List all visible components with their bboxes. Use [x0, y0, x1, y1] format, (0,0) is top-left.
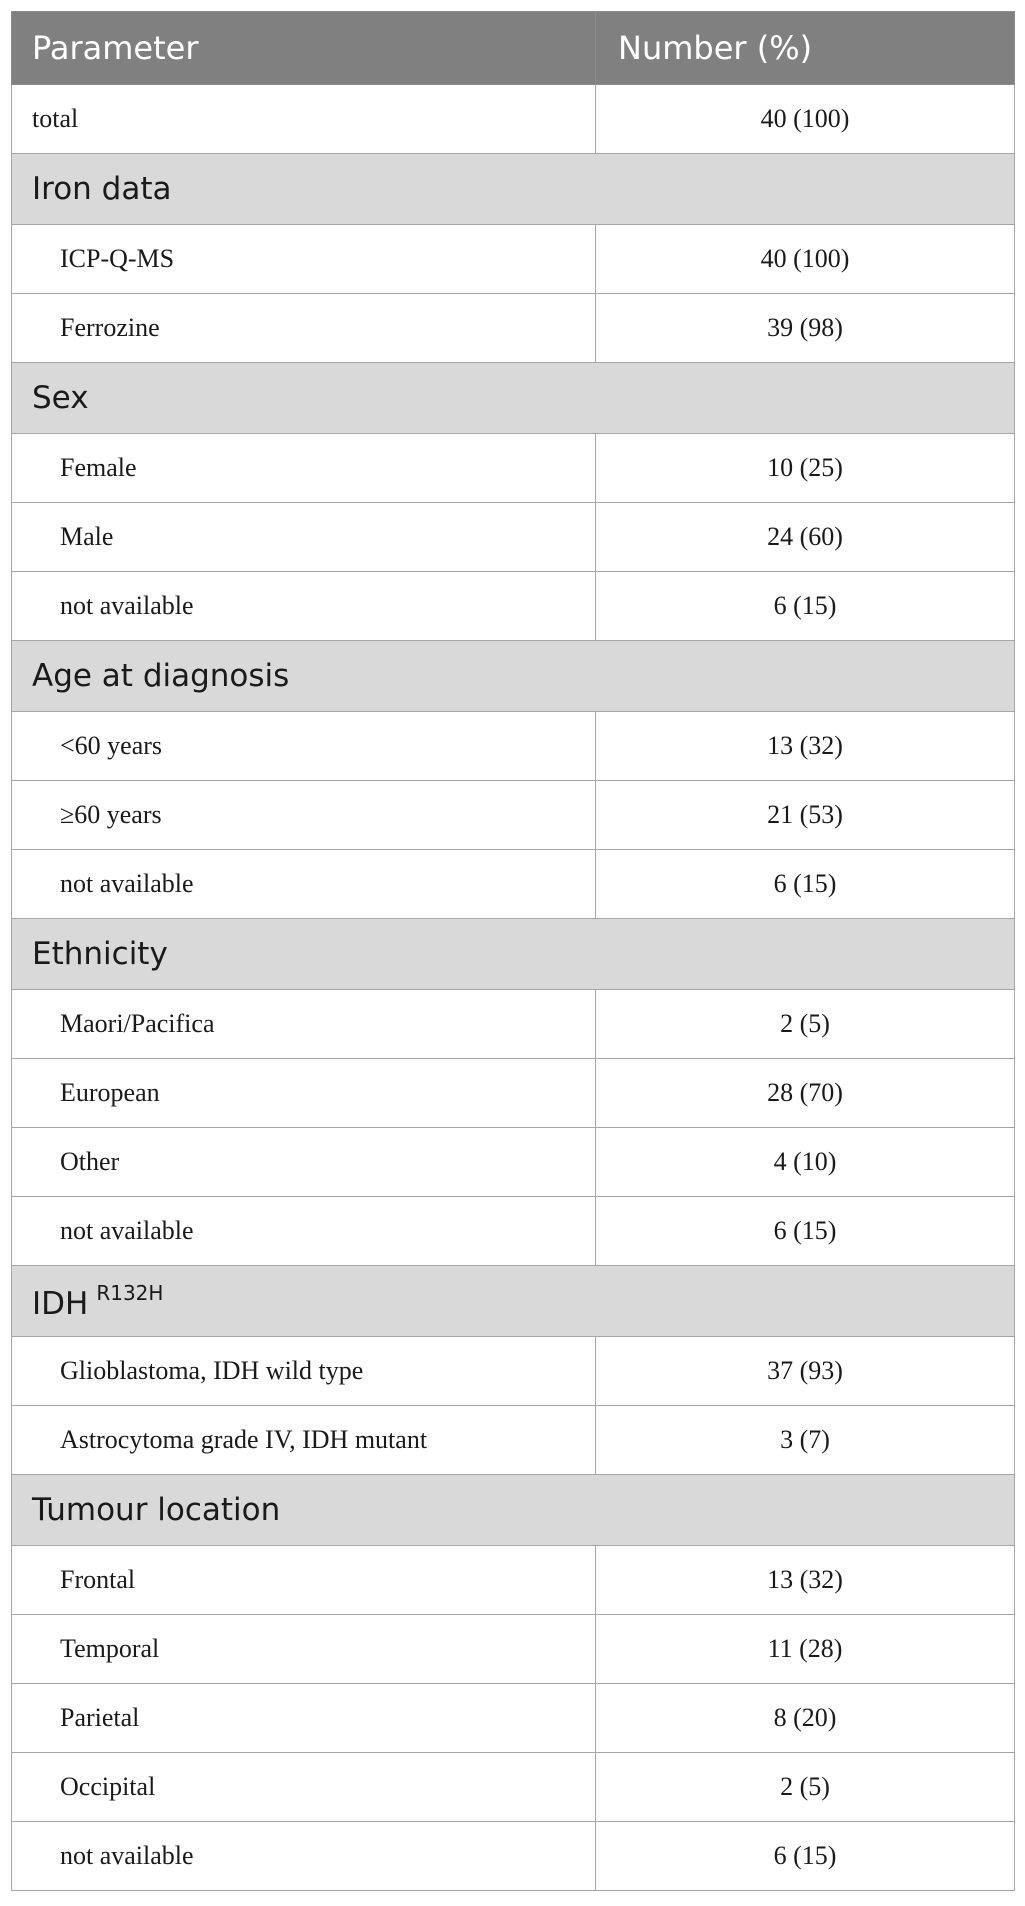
- table-row: [12, 503, 1015, 572]
- row-value: 6 (15): [596, 1822, 1015, 1891]
- table-row: [12, 1337, 1015, 1406]
- row-label: Parietal: [12, 1684, 596, 1753]
- table-row-total: [12, 85, 1015, 154]
- row-label: Temporal: [12, 1615, 596, 1684]
- row-label: not available: [12, 1197, 596, 1266]
- section-title: Ethnicity: [32, 936, 168, 972]
- row-label: Male: [12, 503, 596, 572]
- row-label: Frontal: [12, 1546, 596, 1615]
- row-value: 2 (5): [596, 990, 1015, 1059]
- section-header-row: [12, 919, 1015, 990]
- row-label: Maori/Pacifica: [12, 990, 596, 1059]
- row-value: 39 (98): [596, 294, 1015, 363]
- section-title-cell: [12, 919, 1015, 990]
- section-title-cell: [12, 641, 1015, 712]
- table-row: [12, 990, 1015, 1059]
- section-header-row: [12, 1475, 1015, 1546]
- table-row: [12, 1753, 1015, 1822]
- row-value: 13 (32): [596, 1546, 1015, 1615]
- row-value: 28 (70): [596, 1059, 1015, 1128]
- table-row: [12, 850, 1015, 919]
- row-value: 6 (15): [596, 572, 1015, 641]
- row-value: 3 (7): [596, 1406, 1015, 1475]
- table-row: [12, 225, 1015, 294]
- section-title-cell: [12, 363, 1015, 434]
- row-label: ICP-Q-MS: [12, 225, 596, 294]
- row-label: Occipital: [12, 1753, 596, 1822]
- row-value: 11 (28): [596, 1615, 1015, 1684]
- table-row: [12, 1197, 1015, 1266]
- table-row: [12, 1406, 1015, 1475]
- row-value: 21 (53): [596, 781, 1015, 850]
- section-title: Sex: [32, 380, 89, 416]
- table-row: [12, 781, 1015, 850]
- row-value: 37 (93): [596, 1337, 1015, 1406]
- table-body: [12, 85, 1015, 1891]
- data-table-container: [11, 11, 1014, 1891]
- table-row: [12, 572, 1015, 641]
- row-label: <60 years: [12, 712, 596, 781]
- total-value: 40 (100): [596, 85, 1015, 154]
- row-label: not available: [12, 1822, 596, 1891]
- row-value: 40 (100): [596, 225, 1015, 294]
- table-row: [12, 1615, 1015, 1684]
- section-title-cell: [12, 1475, 1015, 1546]
- section-header-row: [12, 154, 1015, 225]
- table-row: [12, 434, 1015, 503]
- row-label: Glioblastoma, IDH wild type: [12, 1337, 596, 1406]
- table-row: [12, 1059, 1015, 1128]
- table-row: [12, 712, 1015, 781]
- section-title-cell: [12, 154, 1015, 225]
- section-header-row: [12, 641, 1015, 712]
- section-header-row: [12, 1266, 1015, 1337]
- row-label: not available: [12, 572, 596, 641]
- row-value: 10 (25): [596, 434, 1015, 503]
- table-row: [12, 1546, 1015, 1615]
- table-row: [12, 1128, 1015, 1197]
- row-value: 2 (5): [596, 1753, 1015, 1822]
- table-row: [12, 294, 1015, 363]
- row-label: European: [12, 1059, 596, 1128]
- row-label: ≥60 years: [12, 781, 596, 850]
- row-value: 13 (32): [596, 712, 1015, 781]
- section-title: Age at diagnosis: [32, 658, 290, 694]
- row-value: 6 (15): [596, 850, 1015, 919]
- total-label: total: [12, 85, 596, 154]
- table-row: [12, 1822, 1015, 1891]
- row-value: 4 (10): [596, 1128, 1015, 1197]
- row-label: Female: [12, 434, 596, 503]
- row-value: 24 (60): [596, 503, 1015, 572]
- row-label: Astrocytoma grade IV, IDH mutant: [12, 1406, 596, 1475]
- header-parameter: Parameter: [12, 12, 596, 85]
- header-number: Number (%): [596, 12, 1015, 85]
- section-title: Iron data: [32, 171, 172, 207]
- section-title: IDH: [32, 1285, 89, 1322]
- row-label: Other: [12, 1128, 596, 1197]
- row-label: Ferrozine: [12, 294, 596, 363]
- row-value: 6 (15): [596, 1197, 1015, 1266]
- table-row: [12, 1684, 1015, 1753]
- table-header-row: [12, 12, 1015, 85]
- section-title-superscript: R132H: [96, 1280, 164, 1305]
- section-header-row: [12, 363, 1015, 434]
- row-label: not available: [12, 850, 596, 919]
- section-title: Tumour location: [32, 1492, 281, 1528]
- row-value: 8 (20): [596, 1684, 1015, 1753]
- section-title-cell: [12, 1266, 1015, 1337]
- patient-characteristics-table: [11, 11, 1015, 1891]
